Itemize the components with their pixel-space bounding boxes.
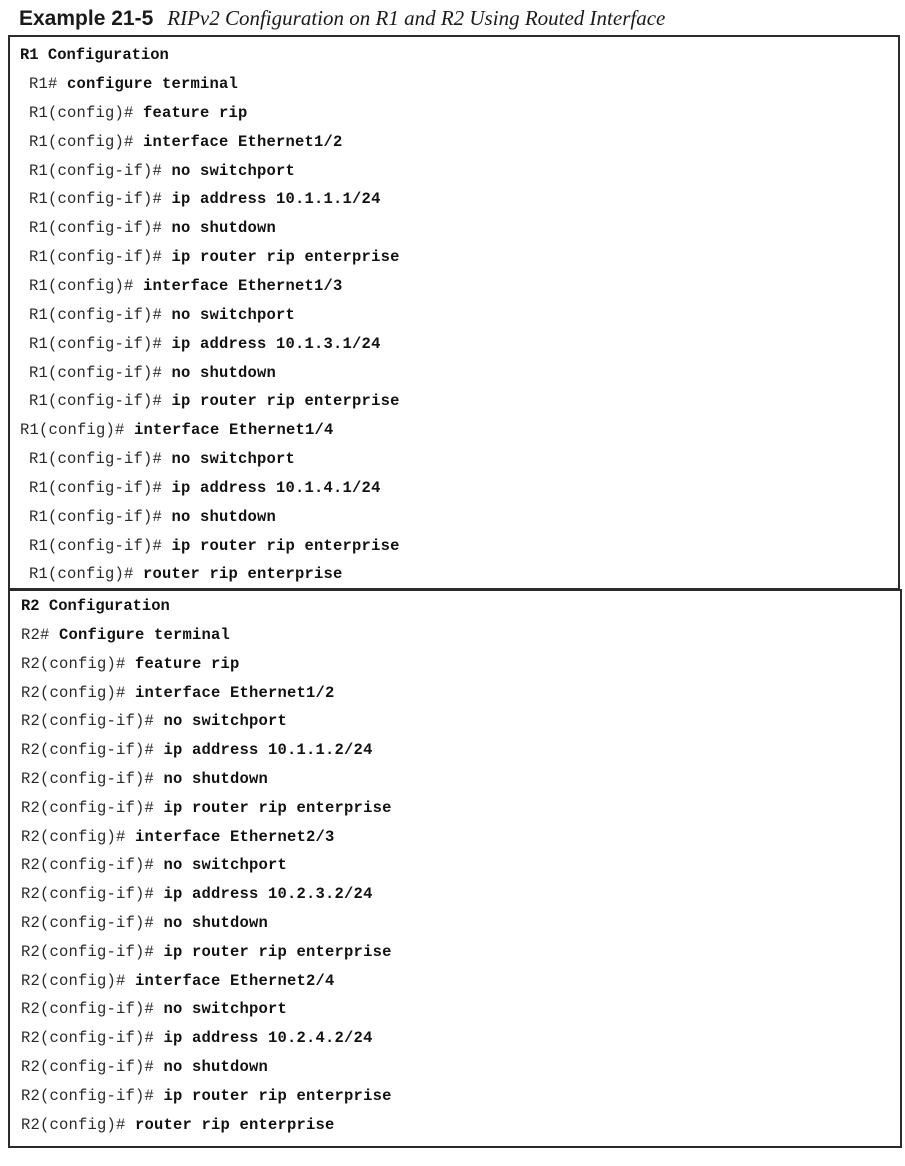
config-line bbox=[29, 218, 276, 238]
cli-prompt: R1(config-if)# bbox=[29, 478, 172, 497]
cli-command: interface Ethernet2/4 bbox=[135, 971, 335, 990]
config-line bbox=[21, 769, 268, 789]
cli-prompt: R2(config-if)# bbox=[21, 712, 164, 731]
cli-command: no switchport bbox=[171, 450, 296, 469]
config-line bbox=[20, 420, 334, 440]
config-line bbox=[21, 1115, 335, 1135]
cli-command: no switchport bbox=[163, 712, 288, 731]
cli-prompt: R2(config)# bbox=[21, 827, 136, 846]
config-line bbox=[29, 334, 381, 354]
config-line bbox=[29, 247, 400, 267]
config-line bbox=[29, 74, 238, 94]
config-line bbox=[21, 740, 373, 760]
cli-prompt: R1(config)# bbox=[29, 132, 144, 151]
config-line bbox=[21, 1086, 392, 1106]
cli-command: no switchport bbox=[171, 305, 296, 324]
cli-command: ip address 10.2.3.2/24 bbox=[163, 885, 373, 904]
cli-prompt: R1(config-if)# bbox=[29, 536, 172, 555]
config-line bbox=[29, 305, 295, 325]
cli-prompt: R2(config)# bbox=[21, 1115, 136, 1134]
cli-prompt: R2# bbox=[21, 626, 60, 644]
example-number: Example 21-5 bbox=[19, 7, 154, 30]
cli-prompt: R1(config)# bbox=[29, 103, 144, 122]
config-line bbox=[21, 798, 392, 818]
cli-command: interface Ethernet1/4 bbox=[134, 421, 334, 440]
cli-prompt: R1(config)# bbox=[20, 421, 135, 440]
cli-prompt: R2(config)# bbox=[21, 683, 136, 702]
config-line bbox=[29, 536, 400, 556]
cli-command: ip router rip enterprise bbox=[163, 798, 392, 817]
cli-command: interface Ethernet1/3 bbox=[143, 276, 343, 295]
config-line bbox=[29, 161, 295, 181]
cli-command: router rip enterprise bbox=[143, 565, 343, 584]
config-line bbox=[29, 564, 343, 584]
cli-command: interface Ethernet2/3 bbox=[135, 827, 335, 846]
cli-command: ip address 10.2.4.2/24 bbox=[163, 1029, 373, 1048]
cli-prompt: R1(config-if)# bbox=[29, 190, 172, 209]
cli-prompt: R2(config)# bbox=[21, 971, 136, 990]
config-line bbox=[21, 913, 268, 933]
cli-command: ip address 10.1.4.1/24 bbox=[171, 478, 381, 497]
config-line bbox=[21, 1028, 373, 1048]
cli-command: configure terminal bbox=[67, 75, 239, 93]
cli-command: no shutdown bbox=[163, 1058, 269, 1076]
config-line bbox=[21, 827, 335, 847]
cli-command: no switchport bbox=[163, 856, 288, 875]
cli-prompt: R1(config-if)# bbox=[29, 305, 172, 324]
config-line bbox=[29, 391, 400, 411]
cli-prompt: R1(config-if)# bbox=[29, 363, 172, 382]
cli-prompt: R1(config)# bbox=[29, 565, 144, 584]
config-line bbox=[21, 884, 373, 904]
cli-command: ip address 10.1.3.1/24 bbox=[171, 334, 381, 353]
cli-prompt: R2(config)# bbox=[21, 654, 136, 673]
cli-command: ip router rip enterprise bbox=[163, 1086, 392, 1105]
cli-command: no shutdown bbox=[171, 363, 277, 382]
example-title: RIPv2 Configuration on R1 and R2 Using Routed Interface bbox=[167, 6, 666, 30]
cli-command: no shutdown bbox=[163, 914, 269, 932]
cli-prompt: R2(config-if)# bbox=[21, 1029, 164, 1048]
cli-prompt: R2(config-if)# bbox=[21, 741, 164, 760]
cli-command: feature rip bbox=[143, 103, 248, 122]
config-line bbox=[21, 625, 230, 645]
cli-command: ip router rip enterprise bbox=[163, 942, 392, 961]
config-line bbox=[29, 103, 248, 123]
cli-prompt: R1(config-if)# bbox=[29, 219, 172, 238]
cli-prompt: R1# bbox=[29, 75, 68, 93]
config-line bbox=[21, 999, 287, 1019]
cli-command: ip router rip enterprise bbox=[171, 248, 400, 267]
cli-prompt: R1(config-if)# bbox=[29, 392, 172, 411]
config-line bbox=[21, 942, 392, 962]
cli-command: feature rip bbox=[135, 654, 240, 673]
cli-prompt: R1(config)# bbox=[29, 276, 144, 295]
cli-prompt: R1(config-if)# bbox=[29, 450, 172, 469]
cli-command: no switchport bbox=[171, 161, 296, 180]
cli-prompt: R2(config-if)# bbox=[21, 856, 164, 875]
config-line bbox=[29, 276, 343, 296]
config-line bbox=[29, 507, 276, 527]
cli-command: no shutdown bbox=[171, 507, 277, 526]
config-line bbox=[21, 683, 335, 703]
cli-command: no shutdown bbox=[163, 770, 269, 788]
cli-prompt: R1(config-if)# bbox=[29, 248, 172, 267]
r1-config-header: R1 Configuration bbox=[20, 46, 169, 64]
r2-config-header: R2 Configuration bbox=[21, 597, 170, 615]
cli-prompt: R2(config-if)# bbox=[21, 1086, 164, 1105]
cli-prompt: R2(config-if)# bbox=[21, 798, 164, 817]
cli-command: Configure terminal bbox=[59, 626, 231, 644]
config-line bbox=[29, 449, 295, 469]
config-line bbox=[21, 1057, 268, 1077]
cli-command: ip address 10.1.1.1/24 bbox=[171, 190, 381, 209]
cli-command: no switchport bbox=[163, 1000, 288, 1019]
config-line bbox=[29, 478, 381, 498]
cli-prompt: R1(config-if)# bbox=[29, 161, 172, 180]
cli-prompt: R2(config-if)# bbox=[21, 1058, 164, 1076]
cli-command: router rip enterprise bbox=[135, 1115, 335, 1134]
config-line bbox=[21, 711, 287, 731]
config-line bbox=[29, 189, 381, 209]
cli-prompt: R2(config-if)# bbox=[21, 770, 164, 788]
cli-prompt: R2(config-if)# bbox=[21, 914, 164, 932]
cli-prompt: R2(config-if)# bbox=[21, 885, 164, 904]
example-caption bbox=[19, 4, 665, 35]
cli-prompt: R1(config-if)# bbox=[29, 507, 172, 526]
cli-command: no shutdown bbox=[171, 219, 277, 238]
config-line bbox=[21, 654, 240, 674]
config-line bbox=[21, 971, 335, 991]
cli-command: ip router rip enterprise bbox=[171, 392, 400, 411]
cli-prompt: R1(config-if)# bbox=[29, 334, 172, 353]
cli-command: ip router rip enterprise bbox=[171, 536, 400, 555]
cli-command: interface Ethernet1/2 bbox=[143, 132, 343, 151]
cli-command: ip address 10.1.1.2/24 bbox=[163, 741, 373, 760]
cli-command: interface Ethernet1/2 bbox=[135, 683, 335, 702]
config-line bbox=[29, 363, 276, 383]
config-line bbox=[21, 855, 287, 875]
cli-prompt: R2(config-if)# bbox=[21, 942, 164, 961]
config-line bbox=[29, 132, 343, 152]
cli-prompt: R2(config-if)# bbox=[21, 1000, 164, 1019]
